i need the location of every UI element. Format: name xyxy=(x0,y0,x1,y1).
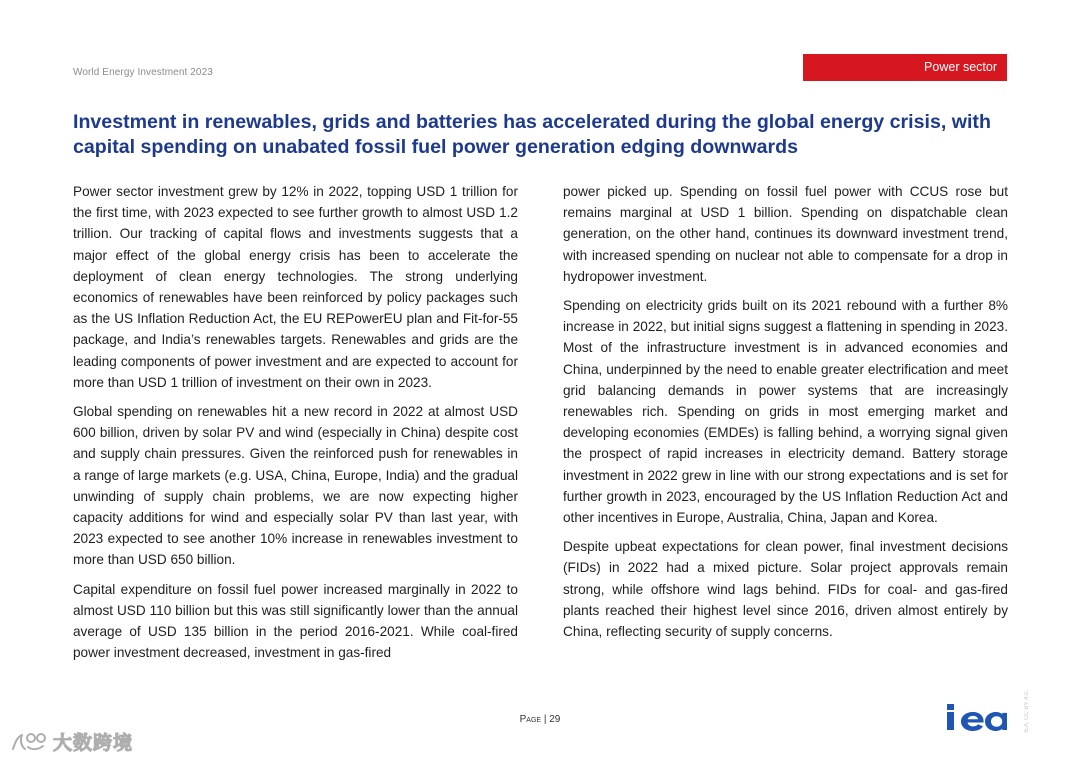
paragraph: Capital expenditure on fossil fuel power increased marginally in 2022 to almost USD 110 billion but this was still significantly lower than the annual average of USD 135 billion in the period 2016-2021. While coal-fired power investment decreased, investment in gas-fired xyxy=(73,581,518,661)
paragraph: Spending on electricity grids built on its 2021 rebound with a further 8% increase in 2022, but initial signs suggest a flattening in spending in 2023. Most of the infrastructure investment is in advanced economies and China, underpinned by the need to enable greater electrification and meet grid balancing demands in power systems that are increasingly renewables rich. Spending on grids in most emerging market and developing economies (EMDEs) is falling behind, a worrying signal given the prospect of rapid increases in electricity demand. Battery storage investment in 2022 grew in line with our strong expectations and is set for further growth in 2023, encouraged by the US Inflation Reduction Act and other incentives in Europe, Australia, China, Japan and Korea. xyxy=(563,298,1008,526)
page-word: Page xyxy=(519,714,542,725)
paragraph: Global spending on renewables hit a new record in 2022 at almost USD 600 billion, driven by solar PV and wind (especially in China) despite cost and supply chain pressures. Given the reinforced push for renewables in a range of large markets (e.g. USA, China, Europe, India) and the gradual unwinding of supply chain problems, we are now expecting higher capacity additions for wind and especially solar PV than last year, with 2023 expected to see another 10% increase in renewables investment to more than USD 650 billion. xyxy=(73,404,518,568)
watermark-text: 大数跨境 xyxy=(53,733,134,754)
page-footer xyxy=(0,714,1080,725)
report-name: World Energy Investment 2023 xyxy=(73,67,213,78)
body-column-right xyxy=(563,181,1008,650)
page-number: 29 xyxy=(549,714,561,725)
paragraph: Despite upbeat expectations for clean power, final investment decisions (FIDs) in 2022 had a mixed picture. Solar project approvals remain strong, while offshore wind lags behind. FIDs for coal- and gas-fired plants reached their highest level since 2016, driven almost entirely by China, reflecting security of supply concerns. xyxy=(563,539,1008,640)
watermark xyxy=(10,728,133,755)
paragraph: power picked up. Spending on fossil fuel power with CCUS rose but remains marginal at USD 1 billion. Spending on dispatchable clean generation, on the other hand, continues its downward investment trend, with increased spending on nuclear not able to compensate for a drop in hydropower investment. xyxy=(563,184,1008,284)
page-separator: | xyxy=(543,714,547,725)
body-column-left xyxy=(73,181,518,671)
paragraph: Power sector investment grew by 12% in 2022, topping USD 1 trillion for the first time, with 2023 expected to see further growth to almost USD 1.2 trillion. Our tracking of capital flows and investments suggests that a major effect of the global energy crisis has been to accelerate the deployment of clean energy technologies. The strong underlying economics of renewables have been reinforced by policy packages such as the US Inflation Reduction Act, the EU REPowerEU plan and Fit-for-55 package, and India’s renewables targets. Renewables and grids are the leading components of power investment and are expected to account for more than USD 1 trillion of investment on their own in 2023. xyxy=(73,184,518,390)
page-title: Investment in renewables, grids and batteries has accelerated during the global energy crisis, with capital spending on unabated fossil fuel power generation edging downwards xyxy=(73,111,991,158)
license-note: IEA. CC BY 4.0. xyxy=(1024,690,1030,733)
watermark-logo-icon xyxy=(10,729,48,755)
iea-logo-icon xyxy=(946,702,1008,732)
section-tag: Power sector xyxy=(803,54,1007,81)
